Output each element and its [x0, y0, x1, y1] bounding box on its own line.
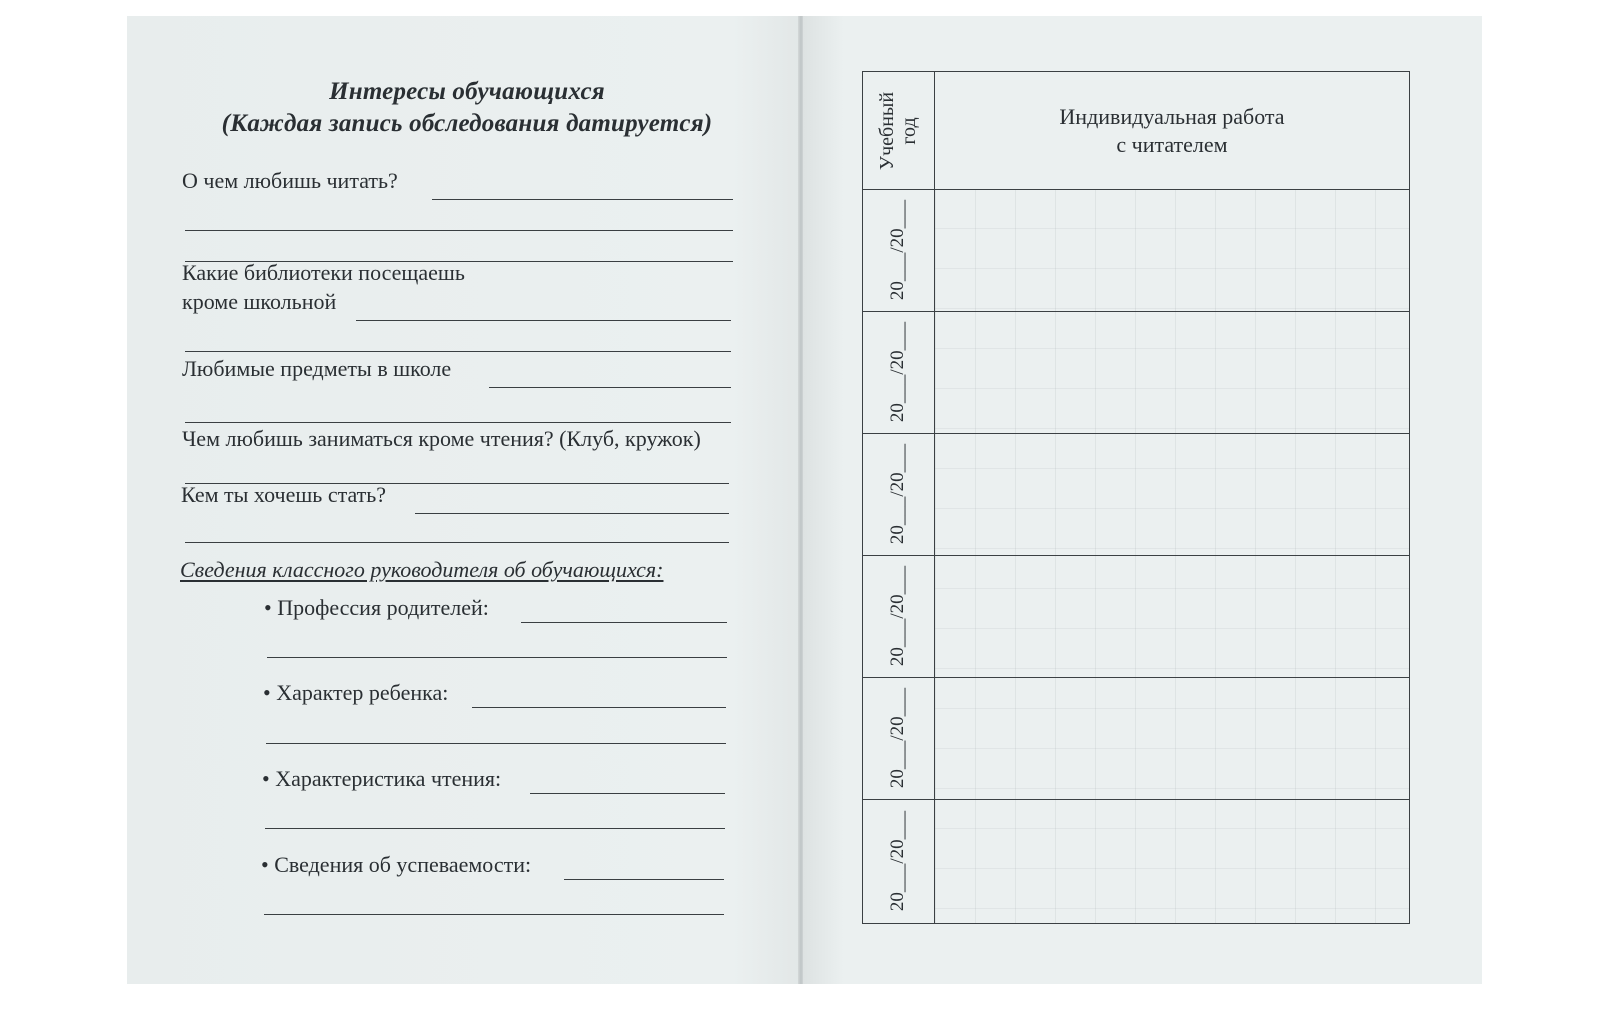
section-heading: Сведения классного руководителя об обучающихся: [180, 557, 664, 582]
year-cell[interactable] [863, 433, 934, 555]
bullet-reading-characteristic: • Характеристика чтения: [262, 766, 502, 791]
cell-area-background [935, 189, 1409, 923]
year-label: 20___/20___ [887, 443, 909, 545]
header-work-line1: Индивидуальная работа [1059, 103, 1285, 129]
answer-line[interactable] [564, 879, 724, 880]
header-work-line2: с читателем [1116, 131, 1228, 157]
answer-line[interactable] [530, 793, 725, 794]
answer-line[interactable] [264, 914, 724, 915]
row-divider [863, 555, 1409, 556]
year-cell[interactable] [863, 799, 934, 923]
year-cell[interactable] [863, 311, 934, 433]
question-libraries-cont: кроме школьной [182, 289, 337, 314]
answer-line[interactable] [185, 422, 731, 423]
year-label: 20___/20___ [887, 687, 909, 789]
column-divider [934, 72, 935, 923]
answer-line[interactable] [356, 320, 731, 321]
bullet-child-character: • Характер ребенка: [263, 680, 449, 705]
year-label: 20___/20___ [887, 199, 909, 301]
answer-line[interactable] [185, 542, 729, 543]
header-individual-work [935, 72, 1409, 189]
year-cell[interactable] [863, 677, 934, 799]
bullet-parents-profession: • Профессия родителей: [264, 595, 489, 620]
question-career: Кем ты хочешь стать? [181, 482, 387, 507]
year-label: 20___/20___ [887, 565, 909, 667]
answer-line[interactable] [472, 707, 726, 708]
question-hobbies: Чем любишь заниматься кроме чтения? (Клуб, кружок) [182, 426, 701, 451]
bullet-academic-performance: • Сведения об успеваемости: [261, 852, 532, 877]
answer-line[interactable] [415, 513, 729, 514]
row-divider [863, 677, 1409, 678]
page-title: Интересы обучающихся [329, 78, 605, 105]
answer-line[interactable] [266, 743, 726, 744]
year-cell[interactable] [863, 189, 934, 311]
question-reading: О чем любишь читать? [182, 168, 398, 193]
answer-line[interactable] [265, 828, 725, 829]
year-label: 20___/20___ [887, 810, 909, 912]
row-divider [863, 311, 1409, 312]
row-divider [863, 799, 1409, 800]
year-label: 20___/20___ [887, 321, 909, 423]
header-year-line2: год [898, 116, 921, 145]
answer-line[interactable] [521, 622, 727, 623]
left-page [127, 16, 800, 984]
row-divider [863, 433, 1409, 434]
year-cell[interactable] [863, 555, 934, 677]
page-subtitle: (Каждая запись обследования датируется) [221, 110, 713, 137]
answer-line[interactable] [489, 387, 731, 388]
booklet-spread [127, 16, 1482, 984]
header-academic-year [863, 72, 934, 189]
question-subjects: Любимые предметы в школе [182, 356, 452, 381]
answer-line[interactable] [267, 657, 727, 658]
question-libraries: Какие библиотеки посещаешь [182, 260, 465, 285]
row-divider [863, 189, 1409, 190]
header-year-line1: Учебный [876, 91, 899, 170]
answer-line[interactable] [432, 199, 733, 200]
answer-line[interactable] [185, 351, 731, 352]
answer-line[interactable] [185, 230, 733, 231]
reader-work-table [862, 71, 1410, 924]
